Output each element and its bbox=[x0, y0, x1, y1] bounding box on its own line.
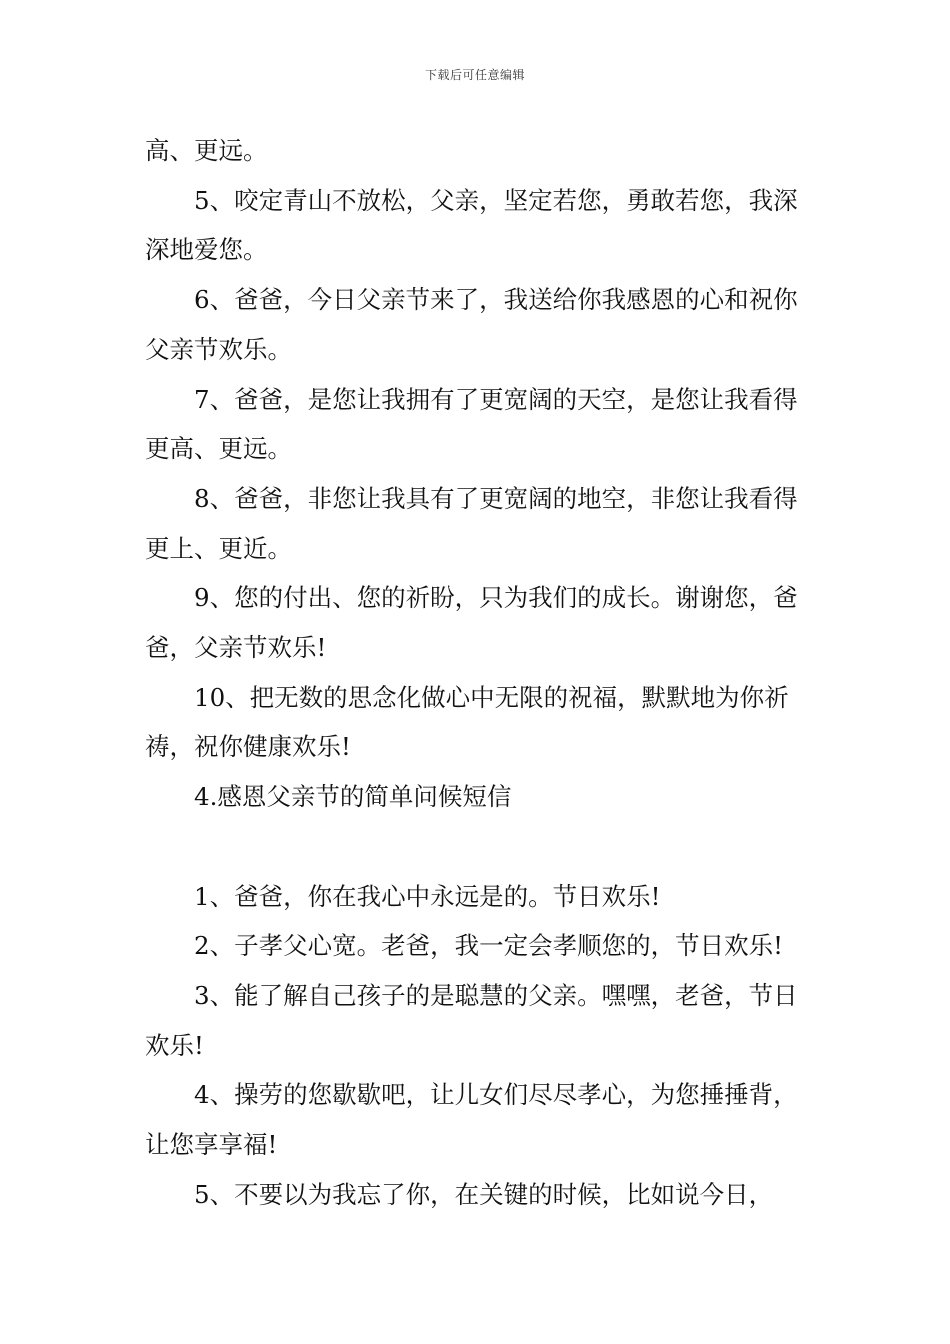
paragraph: 3、能了解自己孩子的是聪慧的父亲。嘿嘿，老爸，节日欢乐! bbox=[145, 980, 798, 1060]
paragraph: 高、更远。 bbox=[145, 136, 268, 165]
paragraph: 9、您的付出、您的祈盼，只为我们的成长。谢谢您，爸爸，父亲节欢乐! bbox=[145, 583, 798, 663]
paragraph: 4、操劳的您歇歇吧，让儿女们尽尽孝心，为您捶捶背，让您享享福! bbox=[145, 1080, 798, 1160]
paragraph: 10、把无数的思念化做心中无限的祝福，默默地为你祈祷，祝你健康欢乐! bbox=[145, 682, 789, 762]
page-header: 下载后可任意编辑 bbox=[424, 68, 525, 82]
paragraph: 8、爸爸，非您让我具有了更宽阔的地空，非您让我看得更上、更近。 bbox=[145, 483, 798, 563]
paragraph: 5、咬定青山不放松，父亲，坚定若您，勇敢若您，我深深地爱您。 bbox=[145, 185, 798, 265]
paragraph: 2、子孝父心宽。老爸，我一定会孝顺您的，节日欢乐! bbox=[194, 931, 783, 961]
paragraph: 5、不要以为我忘了你，在关键的时候，比如说今日， bbox=[194, 1179, 774, 1209]
paragraph: 6、爸爸，今日父亲节来了，我送给你我感恩的心和祝你父亲节欢乐。 bbox=[145, 285, 798, 364]
section-heading: 4.感恩父亲节的简单问候短信 bbox=[194, 782, 512, 812]
document-body bbox=[145, 126, 810, 1219]
paragraph: 1、爸爸，你在我心中永远是的。节日欢乐! bbox=[194, 881, 661, 911]
paragraph: 7、爸爸，是您让我拥有了更宽阔的天空，是您让我看得更高、更远。 bbox=[145, 384, 798, 464]
